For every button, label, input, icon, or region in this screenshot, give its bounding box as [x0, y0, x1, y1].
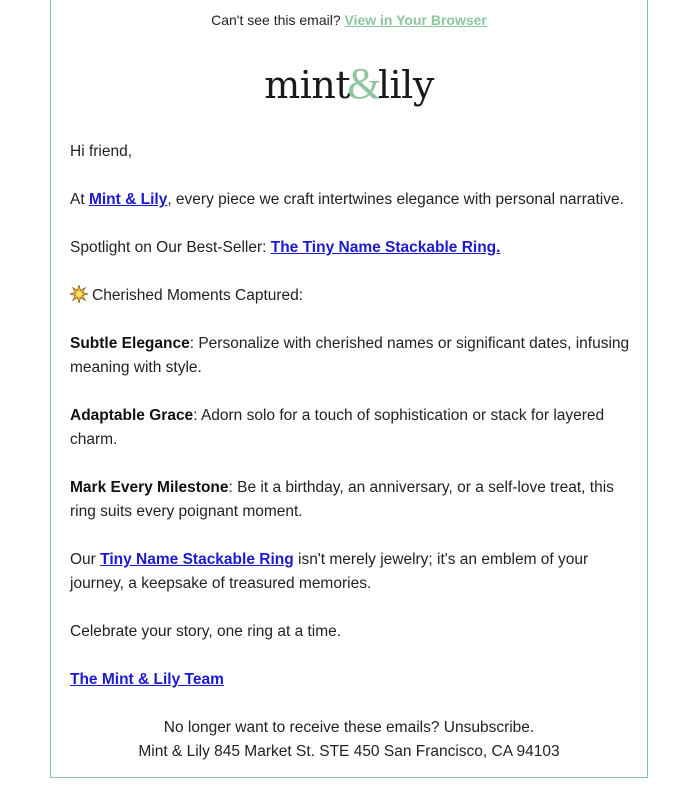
sparkle-burst-icon — [70, 285, 88, 303]
brand-logo[interactable] — [51, 58, 647, 109]
greeting: Hi friend, — [70, 143, 133, 160]
moments-heading — [70, 284, 640, 308]
unsubscribe-line[interactable]: No longer want to receive these emails? Unsubscribe. — [163, 719, 535, 736]
company-address: Mint & Lily 845 Market St. STE 450 San Francisco, CA 94103 — [138, 743, 560, 760]
feature-text: : Adorn solo for a touch of sophistication or stack for layered charm. — [70, 407, 605, 448]
feature-text: : Personalize with cherished names or significant dates, infusing meaning with style. — [70, 335, 630, 376]
intro-paragraph — [70, 188, 640, 212]
feature-title: Adaptable Grace — [70, 407, 194, 424]
email-body — [70, 140, 640, 716]
closing-prefix: Our — [70, 551, 101, 568]
closing-paragraph — [70, 548, 640, 596]
closing-ring-link[interactable]: Tiny Name Stackable Ring — [100, 551, 294, 568]
spotlight-ring-link[interactable]: The Tiny Name Stackable Ring. — [270, 239, 501, 256]
feature-subtle-elegance — [70, 332, 640, 380]
spotlight-prefix: Spotlight on Our Best-Seller: — [70, 239, 271, 256]
spotlight-paragraph — [70, 236, 640, 260]
moments-heading-text: Cherished Moments Captured: — [92, 287, 304, 304]
feature-adaptable-grace — [70, 404, 640, 452]
feature-title: Mark Every Milestone — [70, 479, 229, 496]
mint-lily-link[interactable]: Mint & Lily — [88, 191, 168, 208]
preheader-text: Can't see this email? — [211, 12, 341, 28]
email-container — [50, 0, 648, 778]
feature-title: Subtle Elegance — [70, 335, 190, 352]
logo-part-lily: lily — [377, 63, 434, 107]
celebrate-line: Celebrate your story, one ring at a time. — [70, 623, 342, 640]
logo-ampersand: & — [347, 59, 381, 108]
email-footer — [51, 716, 647, 764]
feature-mark-every-milestone — [70, 476, 640, 524]
team-signature-link[interactable]: The Mint & Lily Team — [70, 671, 224, 688]
feature-text: : Be it a birthday, an anniversary, or a self-love treat, this ring suits every poignant moment. — [70, 479, 614, 520]
view-in-browser-link[interactable]: View in Your Browser — [344, 12, 487, 28]
preheader — [51, 12, 647, 28]
signature — [70, 668, 640, 692]
intro-prefix: At — [70, 191, 89, 208]
logo-part-mint: mint — [264, 63, 351, 107]
intro-suffix: , every piece we craft intertwines elegance with personal narrative. — [167, 191, 624, 208]
closing-suffix: isn't merely jewelry; it's an emblem of your journey, a keepsake of treasured memories. — [70, 551, 589, 592]
